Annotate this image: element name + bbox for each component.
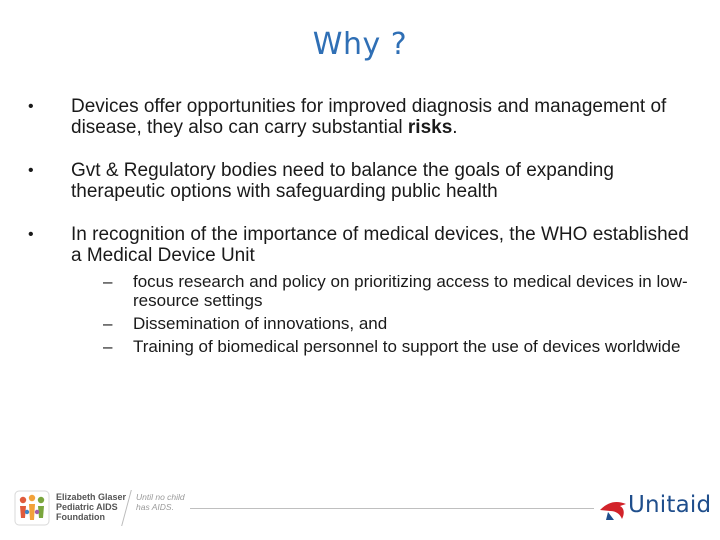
- egpaf-logo-icon: [14, 490, 50, 526]
- dash-symbol: –: [103, 272, 113, 291]
- bullet-item: [28, 160, 698, 202]
- sub-bullet-item: [103, 337, 698, 356]
- bullet-item: [28, 224, 698, 356]
- slide-title: Why ?: [312, 27, 408, 62]
- dash-symbol: –: [103, 337, 113, 356]
- bullet-symbol: •: [28, 162, 34, 179]
- sub-bullet-text: Training of biomedical personnel to support the use of devices worldwide: [133, 337, 681, 356]
- bullet-item: [28, 96, 698, 138]
- sub-bullet-text: focus research and policy on prioritizing access to medical devices in low-resource settings: [133, 272, 688, 310]
- footer-divider-line: [190, 508, 594, 509]
- bullet-text: Devices offer opportunities for improved diagnosis and management of disease, they also can carry substantial: [71, 96, 667, 138]
- sub-bullet-item: [103, 314, 698, 333]
- bullet-bold-text: risks: [407, 117, 453, 138]
- footer: [0, 480, 720, 540]
- sub-bullet-text: Dissemination of innovations, and: [133, 314, 388, 333]
- bullet-punctuation: .: [452, 117, 458, 138]
- egpaf-name: Elizabeth Glaser Pediatric AIDS Foundation: [56, 492, 127, 522]
- bullet-list: [28, 96, 698, 378]
- bullet-text: Gvt & Regulatory bodies need to balance the goals of expanding therapeutic options with safeguarding public health: [71, 160, 614, 202]
- sub-bullet-item: [103, 272, 698, 310]
- unitaid-wordmark: Unitaid: [628, 492, 712, 518]
- bullet-symbol: •: [28, 226, 34, 243]
- egpaf-tagline: Until no child has AIDS.: [136, 492, 185, 512]
- dash-symbol: –: [103, 314, 113, 333]
- bullet-symbol: •: [28, 98, 34, 115]
- bullet-text: In recognition of the importance of medical devices, the WHO established a Medical Device Unit: [71, 224, 689, 266]
- sub-bullet-list: [103, 272, 698, 356]
